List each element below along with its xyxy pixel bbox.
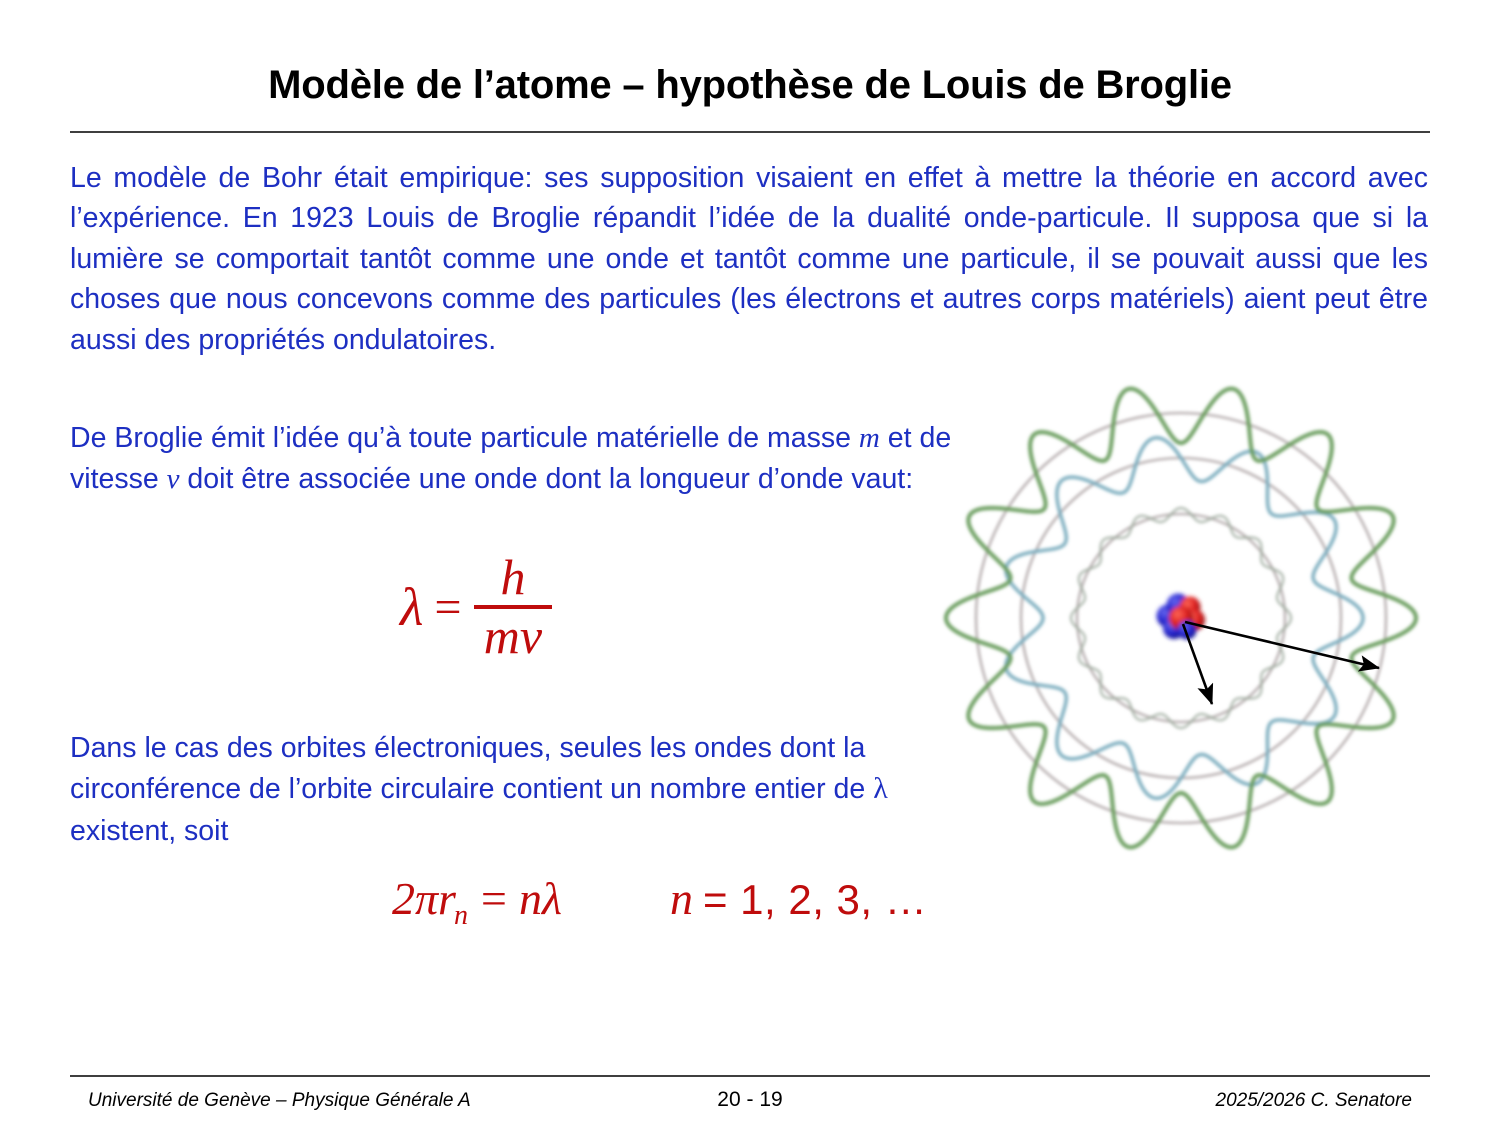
quant-n-symbol: n	[519, 873, 542, 924]
de-broglie-standing-wave-atom-figure	[935, 372, 1427, 864]
quant-lambda-symbol: λ	[542, 873, 562, 924]
orbit-condition-part1: Dans le cas des orbites électroniques, seules les ondes dont la circonférence de l’orbite circulaire contient un nombre entier de	[70, 732, 874, 806]
orbit-condition-part2: existent, soit	[70, 815, 229, 848]
formula-de-broglie-wavelength	[400, 549, 552, 664]
formula-numerator: h	[500, 549, 526, 605]
footer-course-label: Université de Genève – Physique Générale A	[88, 1090, 471, 1111]
nucleus	[1157, 594, 1206, 640]
de-broglie-paragraph-part1: De Broglie émit l’idée qu’à toute particule matérielle de masse	[70, 422, 859, 454]
formula-fraction	[474, 549, 552, 664]
formula-equals-sign: =	[431, 580, 464, 634]
quant-radius-subscript: n	[453, 900, 468, 931]
radius-arrow-inner	[1183, 624, 1212, 704]
quant-condition-variable: n	[669, 873, 693, 924]
footer-author-label: 2025/2026 C. Senatore	[1215, 1090, 1412, 1111]
inline-lambda-symbol: λ	[873, 772, 888, 806]
footer-page-number: 20 - 19	[717, 1088, 783, 1111]
de-broglie-paragraph-part3: doit être associée une onde dont la longueur d’onde vaut:	[179, 463, 914, 496]
formula-quantization-condition	[392, 872, 928, 931]
variable-v: v	[166, 463, 180, 496]
quant-pi-symbol: π	[415, 873, 439, 924]
de-broglie-paragraph-part2: et de vitesse	[70, 422, 952, 496]
page-title: Modèle de l’atome – hypothèse de Louis de Broglie	[268, 63, 1232, 107]
formula-denominator: mv	[483, 608, 543, 664]
de-broglie-paragraph	[70, 418, 960, 500]
quant-equals-sign: =	[477, 873, 509, 924]
variable-m: m	[858, 422, 880, 454]
quant-radius-symbol: r	[438, 873, 456, 924]
formula-lambda-symbol: λ	[400, 577, 424, 637]
orbit-condition-paragraph	[70, 728, 960, 852]
title-divider	[70, 131, 1430, 133]
quant-condition-values: = 1, 2, 3, …	[702, 876, 928, 923]
intro-paragraph: Le modèle de Bohr était empirique: ses supposition visaient en effet à mettre la théorie en accord avec l’expérience. En 1923 Louis de Broglie répandit l’idée de la dualité onde-particule. Il supposa que si la lumière se comportait tantôt comme une onde et tantôt comme une particule, il se pouvait aussi que les choses que nous concevons comme des particules (les électrons et autres corps matériels) aient peut être aussi des propriétés ondulatoires.	[70, 162, 1428, 356]
footer-divider	[70, 1075, 1430, 1077]
quant-coefficient-two: 2	[392, 873, 415, 924]
